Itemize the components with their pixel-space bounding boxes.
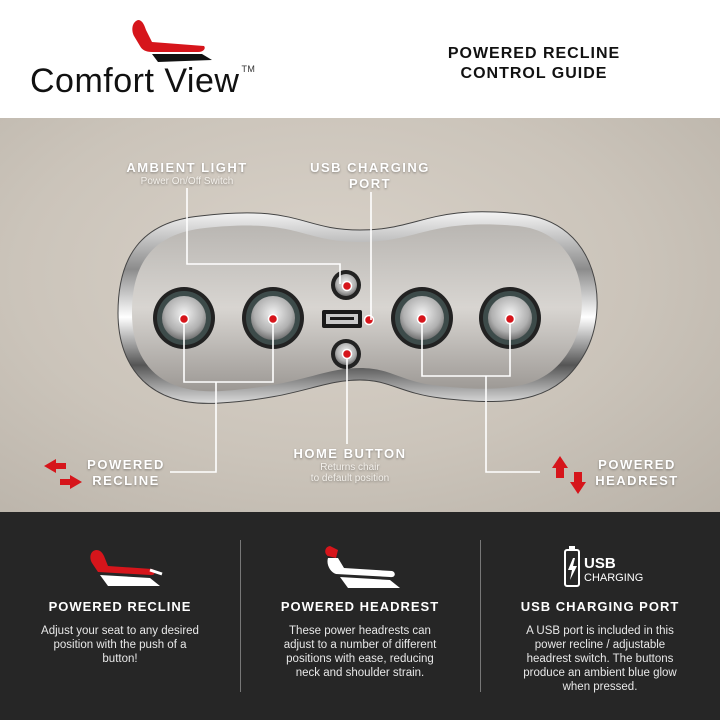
headrest-arrows-icon <box>552 456 586 494</box>
callout-ambient-light: AMBIENT LIGHT Power On/Off Switch <box>126 160 248 187</box>
callout-powered-headrest: POWERED HEADREST <box>595 457 679 488</box>
callout-home-button: HOME BUTTON Returns chair to default position <box>293 446 407 484</box>
headrest-recliner-icon <box>240 542 480 592</box>
callout-usb-port: USB CHARGING PORT <box>310 160 430 191</box>
feature-usb-charging: USB CHARGING USB CHARGING PORT A USB port is included in this power recline / adjustable headrest switch. The buttons produce an ambient blue glow when pressed. <box>480 512 720 720</box>
header <box>0 0 720 118</box>
recliner-logo-icon <box>118 16 228 66</box>
svg-text:CHARGING: CHARGING <box>584 572 644 584</box>
recline-arrows-icon <box>44 459 82 489</box>
usb-battery-icon <box>480 542 720 592</box>
feature-powered-recline: POWERED RECLINE Adjust your seat to any desired position with the push of a button! <box>0 512 240 720</box>
recliner-icon <box>0 542 240 592</box>
features-strip <box>0 512 720 720</box>
svg-text:USB: USB <box>584 555 616 572</box>
control-panel-photo <box>0 118 720 512</box>
callout-powered-recline: POWERED RECLINE <box>87 457 165 488</box>
guide-title: POWERED RECLINE CONTROL GUIDE <box>447 45 621 82</box>
feature-powered-headrest: POWERED HEADREST These power headrests can adjust to a number of different positions with ease, reducing neck and shoulder strain. <box>240 512 480 720</box>
brand-name: Comfort View ™ <box>30 62 256 100</box>
